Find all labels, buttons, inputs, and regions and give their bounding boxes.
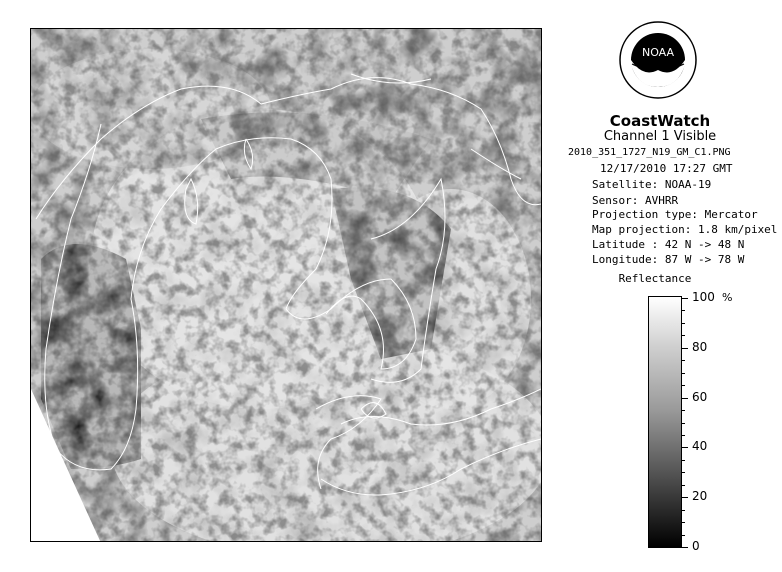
filename-text: 2010_351_1727_N19_GM_C1.PNG [568, 147, 731, 158]
satellite-map [31, 29, 542, 542]
legend-title: Reflectance [618, 272, 692, 285]
colorbar-tick [682, 348, 688, 349]
colorbar-tick-label: 60 [692, 389, 708, 404]
colorbar-minor-tick [682, 535, 685, 536]
colorbar-minor-tick [682, 460, 685, 461]
longitude-text: Longitude: 87 W -> 78 W [592, 253, 745, 266]
reflectance-colorbar [648, 296, 682, 548]
sensor-text: Sensor: AVHRR [592, 194, 679, 207]
colorbar-tick [682, 298, 688, 299]
colorbar-tick [682, 497, 688, 498]
colorbar-tick-label: 100 [692, 290, 715, 304]
projection-type-text: Projection type: Mercator [592, 208, 758, 221]
colorbar-tick-label: 80 [692, 339, 708, 354]
colorbar-tick-label: 0 [692, 539, 700, 553]
colorbar-tick [682, 447, 688, 448]
colorbar-tick [682, 547, 688, 548]
colorbar-tick-label: 40 [692, 439, 708, 454]
colorbar-minor-tick [682, 435, 685, 436]
logo-text: NOAA [641, 46, 675, 59]
colorbar-minor-tick [682, 410, 685, 411]
colorbar-minor-tick [682, 522, 685, 523]
colorbar-minor-tick [682, 373, 685, 374]
brand-title: CoastWatch [609, 112, 711, 130]
colorbar-minor-tick [682, 510, 685, 511]
colorbar-minor-tick [682, 335, 685, 336]
colorbar-minor-tick [682, 485, 685, 486]
channel-label: Channel 1 Visible [603, 129, 717, 144]
colorbar-tick [682, 398, 688, 399]
colorbar-minor-tick [682, 472, 685, 473]
datetime-text: 12/17/2010 17:27 GMT [600, 162, 733, 175]
colorbar-minor-tick [682, 310, 685, 311]
colorbar-minor-tick [682, 385, 685, 386]
legend-unit: % [722, 291, 733, 304]
colorbar-tick-label: 20 [692, 489, 708, 504]
satellite-text: Satellite: NOAA-19 [592, 178, 712, 191]
colorbar-minor-tick [682, 360, 685, 361]
latitude-text: Latitude : 42 N -> 48 N [592, 238, 745, 251]
map-projection-text: Map projection: 1.8 km/pixel [592, 223, 778, 236]
satellite-image [30, 28, 542, 542]
noaa-logo [618, 20, 698, 100]
noaa-logo-icon [618, 20, 698, 100]
colorbar-minor-tick [682, 423, 685, 424]
colorbar-minor-tick [682, 323, 685, 324]
